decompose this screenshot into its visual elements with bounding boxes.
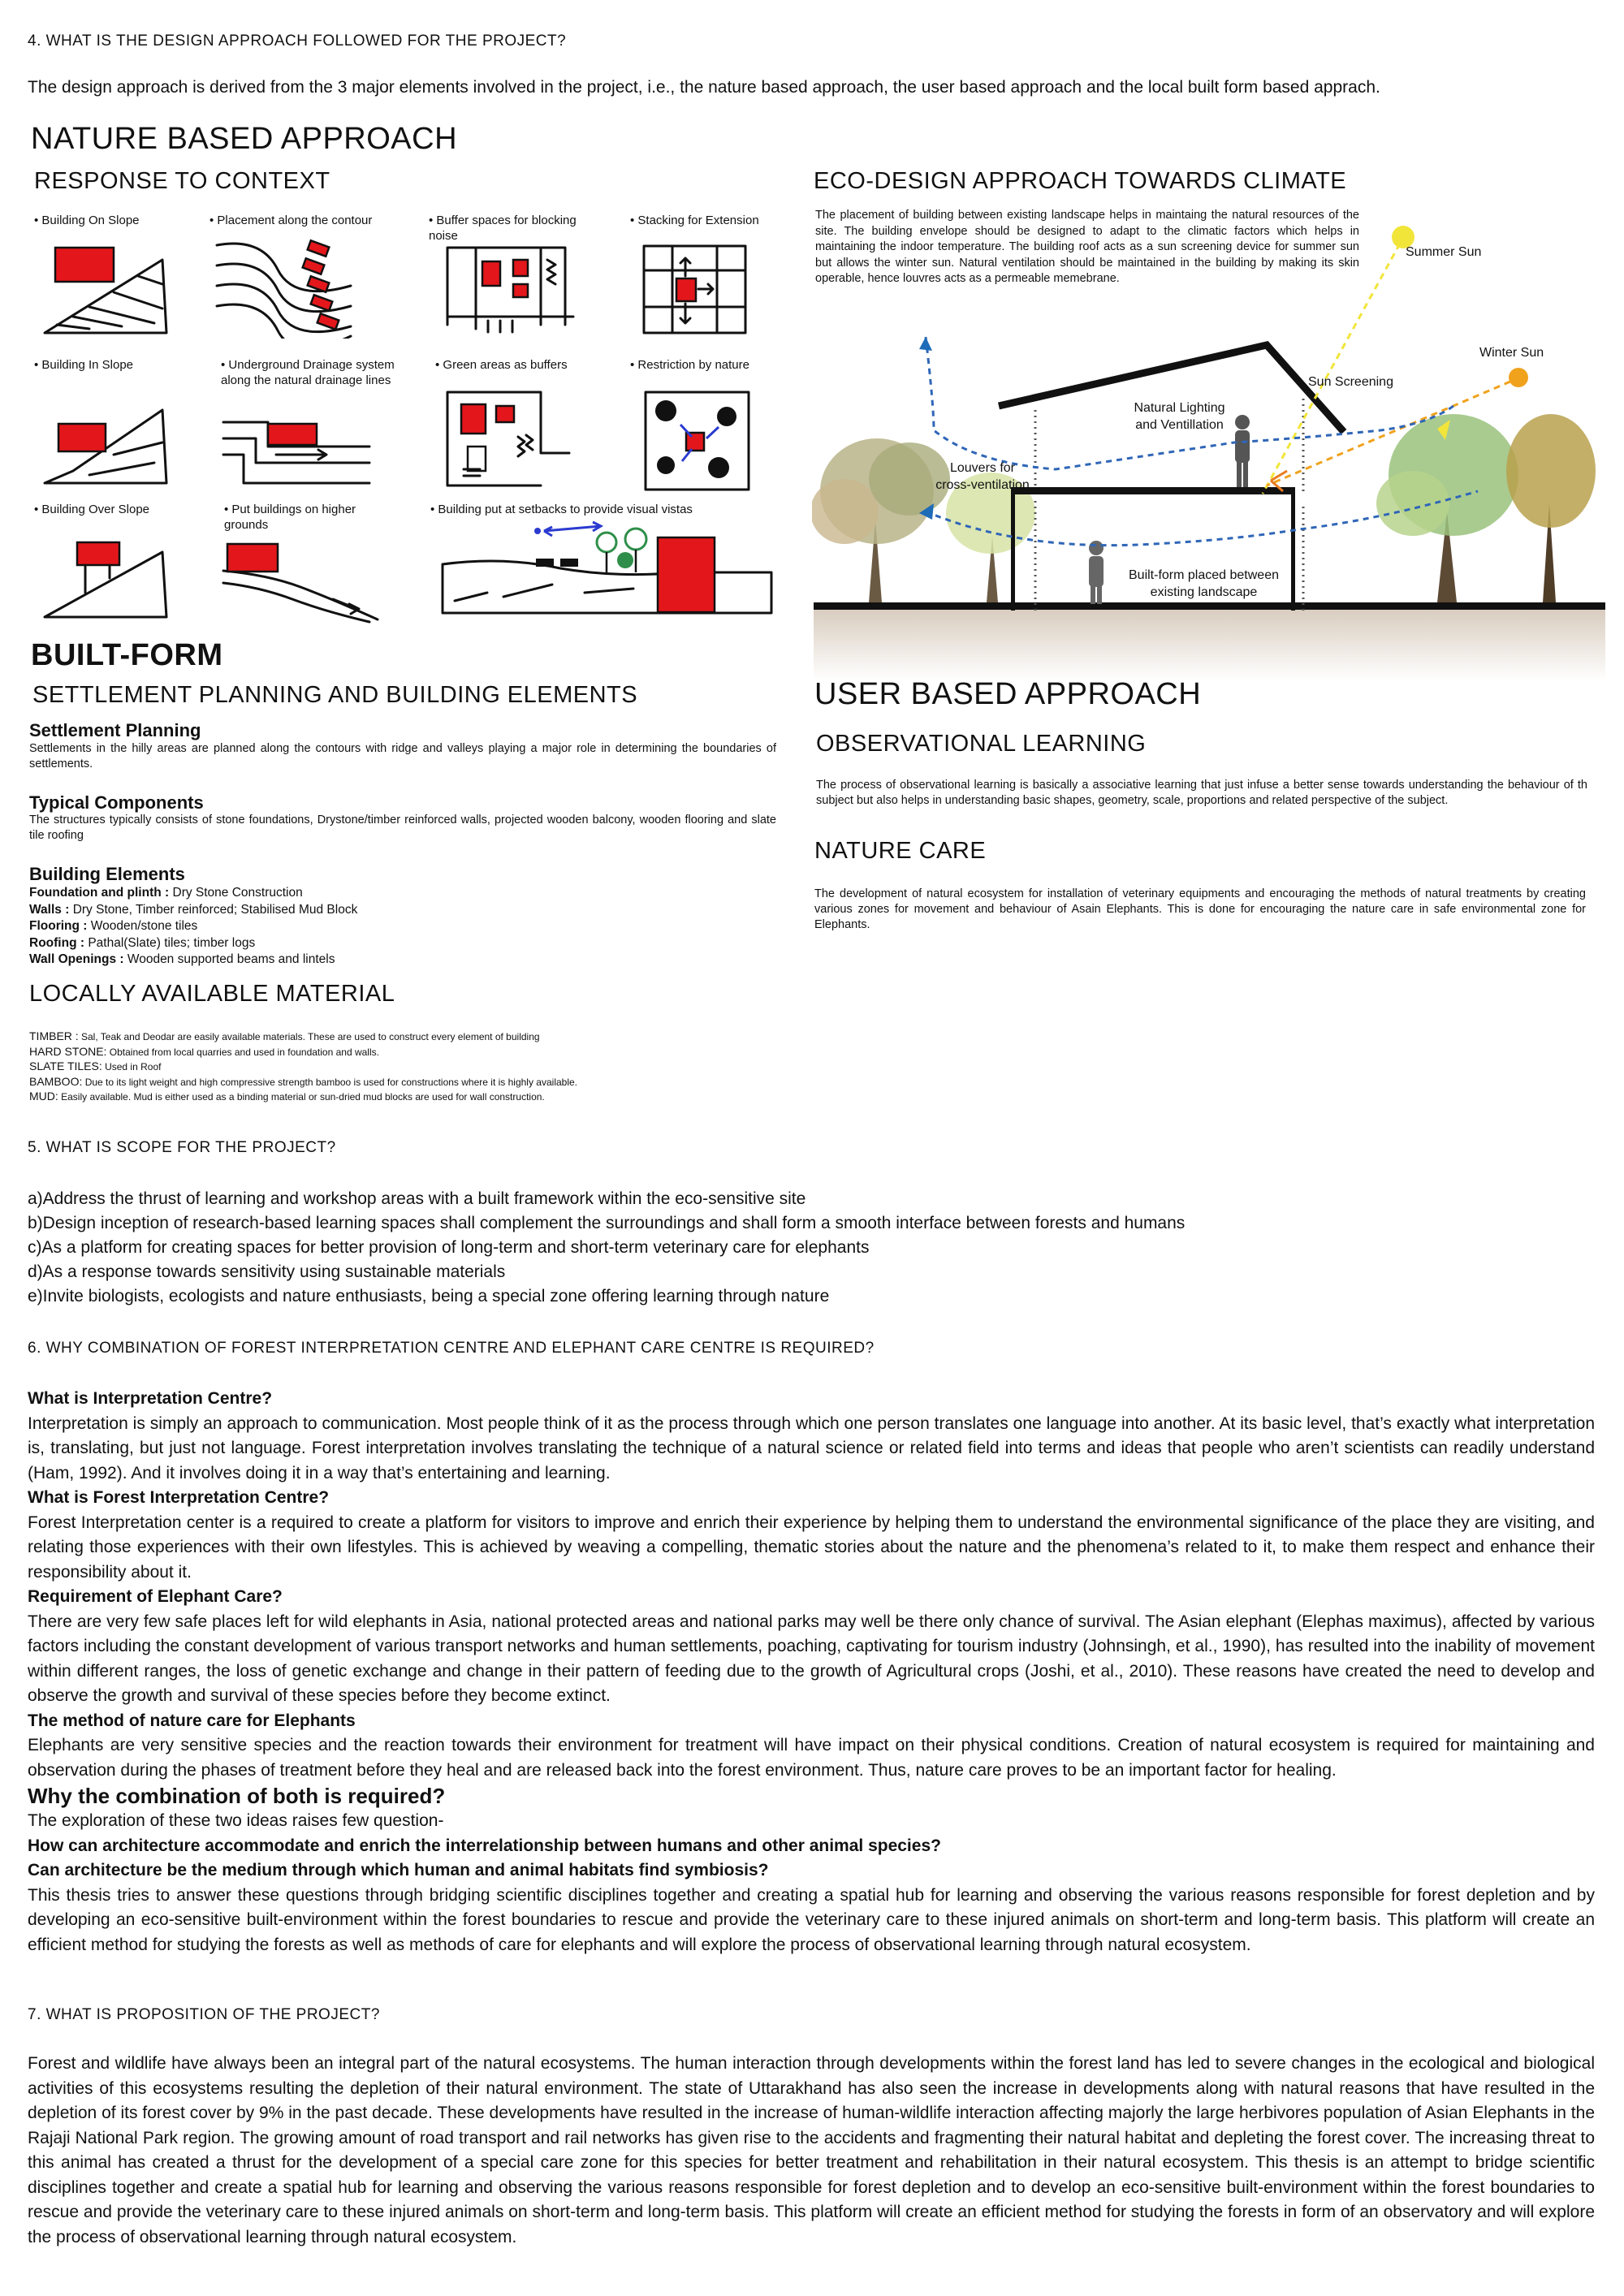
q6-para-2: Forest Interpretation center is a required to create a platform for visitors to improve and enrich their experience by helping them to understand the environmental significance of the place they are visiting, and relating those experiences with their own lifestyles. This is achieved by weaving a compelling, thematic stories about the nature and the phenomena’s related to it, to make them respect and enhance their responsibility about it. — [28, 1513, 1595, 1582]
obs-text: The process of observational learning is basically a associative learning that just infuse a better sense towards understanding the behaviour of th subject but also helps in understanding basic shapes, geometry, scale, proportions and related perspective of the subject. — [816, 779, 1587, 807]
context-item-label: • Green areas as buffers — [435, 358, 568, 372]
q6-question-2: Can architecture be the medium through which human and animal habitats find symbiosis? — [28, 1861, 769, 1880]
sun-screening-label: Sun Screening — [1308, 375, 1393, 389]
scope-item: e)Invite biologists, ecologists and nature enthusiasts, being a special zone offering learning through nature — [28, 1287, 830, 1306]
material-list — [29, 1029, 577, 1105]
underground-drainage-sketch — [219, 406, 374, 487]
q7-title: 7. WHAT IS PROPOSITION OF THE PROJECT? — [28, 2006, 380, 2023]
summer-sun-label: Summer Sun — [1406, 245, 1482, 259]
building-on-slope-sketch — [41, 235, 171, 337]
tree-right — [1376, 414, 1518, 602]
elements-title: Building Elements — [29, 864, 185, 884]
context-item-label: • Put buildings on higher grounds — [224, 503, 356, 532]
q6-para-4: Elephants are very sensitive species and the reaction towards their environment for treatment will have impact on their physical conditions. Creation of natural ecosystem is required for maintaining and observation during the phases of treatment before they heal and are released back into the forest environment. Thus, nature care proves to be an important factor for healing. — [28, 1736, 1595, 1780]
eco-text: The placement of building between existing landscape helps in maintaing the natural resources of the site. The building envelope should be designed to adapt to the climatic factors which helps in maintaining the indoor temperature. The building roof acts as a sun screening device for summer sun but allows the winter sun. Natural ventilation should be maintained in the building by making its skin operable, hence louvres acts as a permeable memebrane. — [815, 209, 1359, 285]
building-over-slope-sketch — [41, 536, 171, 621]
user-heading: USER BASED APPROACH — [814, 677, 1202, 711]
element-row: Walls : Dry Stone, Timber reinforced; Stabilised Mud Block — [29, 902, 358, 917]
higher-grounds-sketch — [219, 542, 382, 624]
context-item-label: • Building In Slope — [34, 358, 134, 372]
settlement-title: Settlement Planning — [29, 720, 201, 740]
q6-question-1: How can architecture accommodate and enrich the interrelationship between humans and other animal species? — [28, 1836, 941, 1855]
builtform-placement-label: Built-form placed between existing landscape — [1129, 568, 1279, 599]
q4-intro: The design approach is derived from the 3 major elements involved in the project, i.e., the nature based approach, the user based approach and the local built form based apprach. — [28, 78, 1380, 97]
typical-title: Typical Components — [29, 792, 204, 813]
building-in-slope-sketch — [41, 398, 171, 487]
care-heading: NATURE CARE — [814, 838, 987, 864]
element-row: Roofing : Pathal(Slate) tiles; timber logs — [29, 935, 256, 950]
setbacks-vistas-sketch — [438, 520, 775, 617]
q7-para: Forest and wildlife have always been an integral part of the natural ecosystems. The human interaction through developments within the forest land has led to severe changes in the ecological and biological activities of this ecosystems resulting the depletion of their natural environment. The state of Uttarakhand has also seen the increase in developments along with natural reasons that have resulted in the depletion of its forest cover by 9% in the past decade. These developments have resulted in the increase of human-wildlife interaction affecting majorly the large herbivores population of Asian Elephants in the Rajaji National Park region. The growing amount of road transport and rail networks has given rise to the accidents and fragmenting their natural habitat and depleting the forest cover. The increasing threat to this animal has created a thrust for the development of a special care zone for this species for better treatment and rehabilitation in their natural ecosystem. This thesis is an attempt to bridge scientific disciplines together and create a spatial hub for learning and observing the various reasons responsible for forest depletion and to develop an eco-sensitive built-environment within the forest boundaries to rescue and provide the veterinary care to these injured animals on short-term and long-term basis. This platform will create an efficient method for studying the forests in form of an observatory and will explore the process of observational learning through natural ecosystem. — [28, 2054, 1595, 2246]
q6-para-3: There are very few safe places left for wild elephants in Asia, national protected areas and national parks may well be there only chance of survival. The Asian elephant (Elephas maximus), affected by various factors including the constant development of various transport networks and human settlements, poaching, captivating for tourism industry (Johnsingh, et al., 1990), has resulted into the inability of movement within different ranges, the loss of genetic exchange and change in their pattern of feeding due to the growth of Agricultural crops (Joshi, et al., 2010). These reasons have created the need to develop and observe the growth and survival of these species before they become extinct. — [28, 1612, 1595, 1705]
q6-heading-3: Requirement of Elephant Care? — [28, 1587, 283, 1606]
scope-item: c)As a platform for creating spaces for better provision of long-term and short-term veterinary care for elephants — [28, 1238, 870, 1257]
tree-far-right — [1506, 414, 1596, 602]
material-row: TIMBER : Sal, Teak and Deodar are easily available materials. These are used to construct every element of building — [29, 1029, 540, 1042]
context-item-label: • Building On Slope — [34, 214, 140, 227]
q6-heading-1: What is Interpretation Centre? — [28, 1389, 273, 1408]
care-text: The development of natural ecosystem for installation of veterinary equipments and encouraging the methods of natural treatments by creating various zones for movement and behaviour of Asain Elephants. This is done for encouraging the nature care in safe environmental zone for Elephants. — [814, 887, 1586, 931]
q6-body — [28, 1387, 1595, 1957]
material-row: HARD STONE: Obtained from local quarries and used in foundation and walls. — [29, 1044, 379, 1058]
q6-para-5: The exploration of these two ideas raises few question- — [28, 1811, 444, 1830]
nature-heading: NATURE BASED APPROACH — [31, 122, 458, 156]
context-item-label: • Restriction by nature — [630, 358, 749, 372]
element-row: Foundation and plinth : Dry Stone Construction — [29, 886, 303, 900]
tree-left — [812, 438, 950, 602]
material-heading: LOCALLY AVAILABLE MATERIAL — [29, 981, 395, 1007]
eco-section-diagram — [812, 211, 1608, 682]
context-item-label: • Stacking for Extension — [630, 214, 759, 227]
q6-title: 6. WHY COMBINATION OF FOREST INTERPRETATION CENTRE AND ELEPHANT CARE CENTRE IS REQUIRED? — [28, 1340, 875, 1357]
typical-text: The structures typically consists of stone foundations, Drystone/timber reinforced walls, projected wooden balcony, wooden flooring and slate tile roofing — [29, 814, 776, 842]
q6-para-6: This thesis tries to answer these questions through bridging scientific disciplines together and creating a spatial hub for learning and observing the various reasons responsible for forest depletion and by developing an eco-sensitive built-environment within the forest boundaries to rescue and provide the veterinary care to these injured animals on short-term and long-term basis. This platform will create an efficient method for studying the forests as well as methods of care for elephants and will explore the process of observational learning through natural ecosystem. — [28, 1885, 1595, 1954]
green-buffers-sketch — [443, 388, 573, 494]
context-item-label: • Placement along the contour — [209, 214, 373, 227]
obs-heading: OBSERVATIONAL LEARNING — [816, 731, 1147, 757]
context-item-label: • Building put at setbacks to provide visual vistas — [430, 503, 693, 516]
q6-heading-4: The method of nature care for Elephants — [28, 1711, 356, 1730]
q6-para-1: Interpretation is simply an approach to communication. Most people think of it as the process through which one person translates one language into another. At its basic level, that’s exactly what interpretation is, translating, but just not language. Forest interpretation involves translating the technique of a natural science or related field into terms and ideas that people who aren’t scientists can readily understand (Ham, 1992). And it involves doing it in a way that’s entertaining and learning. — [28, 1413, 1595, 1482]
q4-title: 4. WHAT IS THE DESIGN APPROACH FOLLOWED FOR THE PROJECT? — [28, 32, 567, 50]
q6-heading-2: What is Forest Interpretation Centre? — [28, 1488, 330, 1507]
restriction-by-nature-sketch — [641, 388, 755, 495]
natural-lighting-label: Natural Lighting and Ventillation — [1134, 401, 1225, 432]
context-item-label: • Underground Drainage system along the natural drainage lines — [221, 358, 395, 387]
material-row: MUD: Easily available. Mud is either used as a binding material or sun-dried mud blocks are used for wall construction. — [29, 1090, 545, 1103]
settlement-text: Settlements in the hilly areas are planned along the contours with ridge and valleys playing a major role in determining the boundaries of settlements. — [29, 742, 776, 770]
buffer-spaces-sketch — [443, 244, 581, 334]
builtform-heading: BUILT-FORM — [31, 638, 223, 672]
q5-title: 5. WHAT IS SCOPE FOR THE PROJECT? — [28, 1139, 336, 1156]
material-row: SLATE TILES: Used in Roof — [29, 1060, 162, 1072]
context-item-label: • Building Over Slope — [34, 503, 149, 516]
contour-placement-sketch — [213, 237, 359, 339]
winter-sun-label: Winter Sun — [1479, 346, 1544, 360]
elements-list — [29, 885, 357, 969]
louvers-label: Louvers for cross-ventilation — [935, 461, 1030, 492]
context-heading: RESPONSE TO CONTEXT — [34, 168, 330, 194]
builtform-subheading: SETTLEMENT PLANNING AND BUILDING ELEMENTS — [32, 682, 638, 708]
q6-heading-5: Why the combination of both is required? — [28, 1784, 446, 1808]
scope-item: b)Design inception of research-based learning spaces shall complement the surroundings and shall form a smooth interface between forests and humans — [28, 1214, 1186, 1232]
material-row: BAMBOO: Due to its light weight and high compressive strength bamboo is used for constructions where it is highly available. — [29, 1074, 578, 1088]
stacking-extension-sketch — [640, 242, 754, 338]
context-item-label: • Buffer spaces for blocking noise — [429, 214, 577, 243]
scope-item: a)Address the thrust of learning and workshop areas with a built framework within the eco-sensitive site — [28, 1189, 806, 1208]
element-row: Flooring : Wooden/stone tiles — [29, 919, 198, 933]
scope-list — [28, 1187, 1595, 1309]
element-row: Wall Openings : Wooden supported beams and lintels — [29, 952, 335, 966]
eco-heading: ECO-DESIGN APPROACH TOWARDS CLIMATE — [814, 168, 1347, 194]
scope-item: d)As a response towards sensitivity using sustainable materials — [28, 1262, 506, 1281]
